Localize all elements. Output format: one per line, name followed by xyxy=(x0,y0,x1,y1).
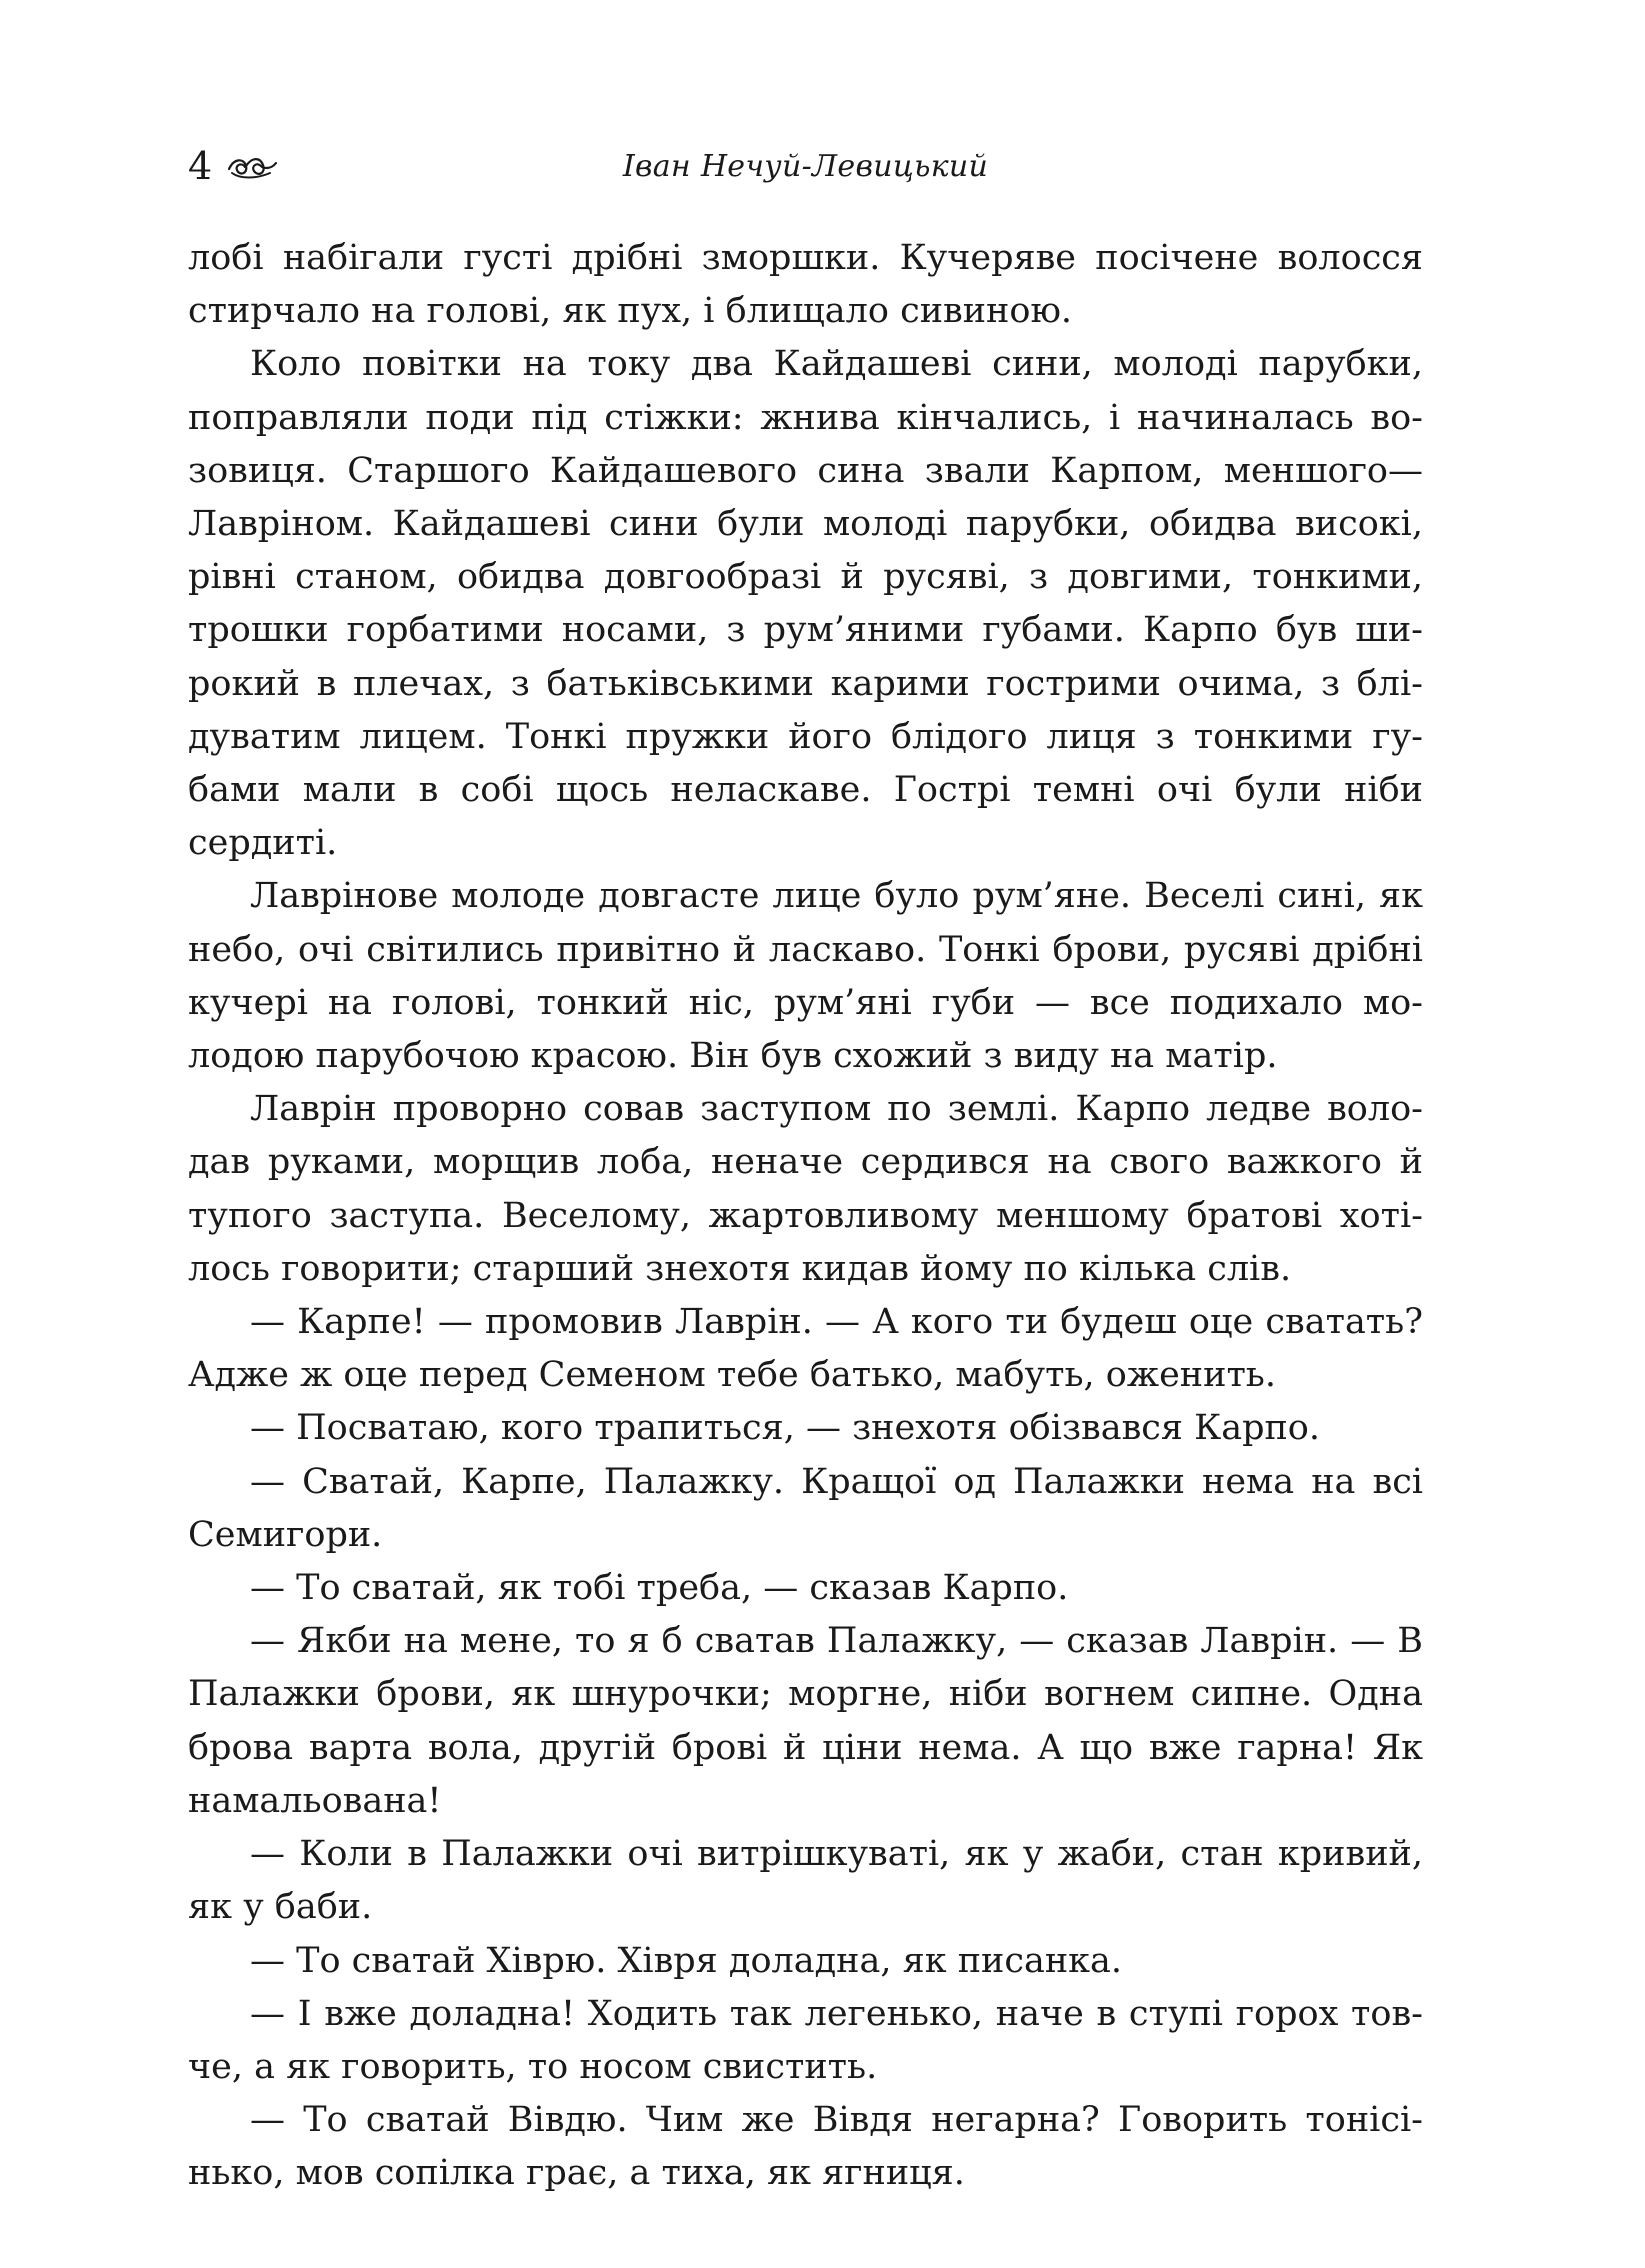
paragraph: Коло повітки на току два Кайдашеві сини, молоді парубки, поправляли поди під стіжки: жнива кінчались, і начиналась возовиця. Старшого Кайдашевого сина звали Карпом, меншого— Лавріном. Кайдашеві сини були молоді парубки, обидва високі, рівні станом, обидва довгообразі й русяві, з довгими, тонкими, трошки горбатими носами, з рум’яними губами. Карпо був широкий в плечах, з батьківськими карими гострими очима, з блідуватим лицем. Тонкі пружки його блідого лиця з тонкими губами мали в собі щось неласкаве. Гострі темні очі були ніби сердиті. xyxy=(188,344,1423,864)
dialogue-paragraph: — Посватаю, кого трапиться, — знехотя обізвався Карпо. xyxy=(250,1408,1320,1449)
dialogue-paragraph: — То сватай Вівдю. Чим же Вівдя негарна? Говорить тонісінько, мов сопілка грає, а тиха, як ягниця. xyxy=(188,2100,1423,2194)
paragraph: Лаврінове молоде довгасте лице було рум’яне. Веселі сині, як небо, очі світились привітно й ласкаво. Тонкі брови, русяві дрібні кучері на голові, тонкий ніс, рум’яні губи — все подихало молодою парубочою красою. Він був схожий з виду на матір. xyxy=(188,876,1423,1077)
dialogue-paragraph: — І вже доладна! Ходить так легенько, наче в ступі горох товче, а як говорить, то носом свистить. xyxy=(188,1993,1423,2087)
text-body xyxy=(188,232,1423,2201)
dialogue-paragraph: — Карпе! — промовив Лаврін. — А кого ти будеш оце сватать? Адже ж оце перед Семеном тебе батько, мабуть, оженить. xyxy=(188,1302,1423,1396)
dialogue-paragraph: — Якби на мене, то я б сватав Палажку, — сказав Лаврін. — В Палажки брови, як шнурочки; моргне, ніби вогнем сипне. Одна брова варта вола, другій брові й ціни нема. А що вже гарна! Як намальована! xyxy=(188,1621,1423,1821)
page-number: 4 xyxy=(188,144,213,188)
dialogue-paragraph: — Сватай, Карпе, Палажку. Кращої од Палажки нема на всі Семигори. xyxy=(188,1461,1423,1555)
running-head-title: Іван Нечуй-Левицький xyxy=(622,149,989,184)
dialogue-paragraph: — Коли в Палажки очі витрішкуваті, як у жаби, стан кривий, як у баби. xyxy=(188,1834,1423,1928)
dialogue-paragraph: — То сватай, як тобі треба, — сказав Карпо. xyxy=(250,1568,1069,1609)
running-head xyxy=(188,138,1423,198)
paragraph: лобі набігали густі дрібні зморшки. Кучеряве посічене волосся стирчало на голові, як пух, і блищало сивиною. xyxy=(188,238,1423,332)
paragraph: Лаврін проворно совав заступом по землі. Карпо ледве володав руками, морщив лоба, неначе сердився на свого важкого й тупого заступа. Веселому, жартовливому меншому братові хотілось говорити; старший знехотя кидав йому по кілька слів. xyxy=(188,1089,1423,1289)
dialogue-paragraph: — То сватай Хіврю. Хівря доладна, як писанка. xyxy=(250,1940,1123,1981)
